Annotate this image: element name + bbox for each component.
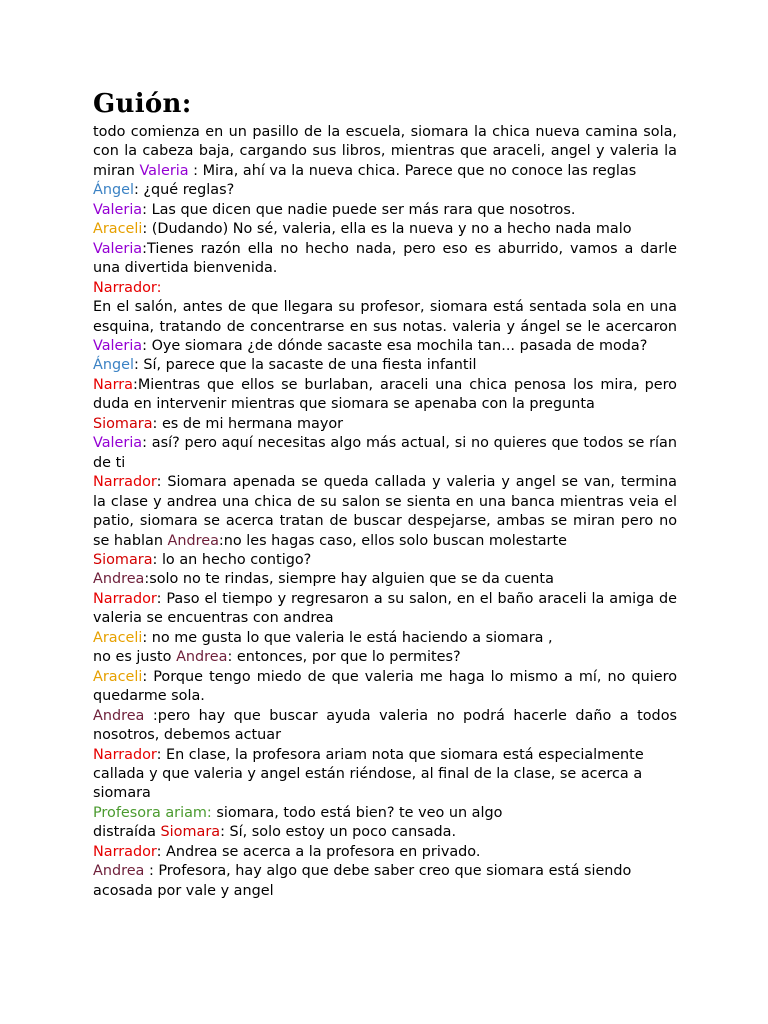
dialogue-line <box>93 570 677 589</box>
narration-text: todo comienza en un pasillo de la escuela, siomara la chica nueva camina sola, con la cabeza baja, cargando sus libros, mientras que araceli, angel y valeria la miran <box>93 124 677 179</box>
speaker-valeria: Valeria <box>93 337 143 354</box>
dialogue-line <box>93 668 677 707</box>
dialogue-line <box>93 356 677 375</box>
speaker-narra: Narra <box>93 376 133 393</box>
dialogue-line <box>93 376 677 415</box>
speaker-valeria: Valeria <box>93 435 143 452</box>
dialogue-text: : Porque tengo miedo de que valeria me haga lo mismo a mí, no quiero quedarme sola. <box>93 668 677 705</box>
dialogue-line <box>93 415 677 434</box>
dialogue-text: siomara, todo está bien? te veo un algo <box>211 804 503 821</box>
dialogue-text: : Profesora, hay algo que debe saber creo que siomara está siendo acosada por vale y angel <box>93 863 632 899</box>
dialogue-text: no es justo <box>93 649 177 666</box>
dialogue-text: : es de mi hermana mayor <box>152 415 344 432</box>
paragraph-intro <box>93 123 677 181</box>
dialogue-text: :pero hay que buscar ayuda valeria no podrá hacerle daño a todos nosotros, debemos actuar <box>93 707 677 744</box>
dialogue-line <box>93 551 677 570</box>
speaker-siomara: Siomara <box>93 551 153 568</box>
speaker-araceli: Araceli <box>93 221 143 238</box>
script-body <box>93 123 677 901</box>
page-title: Guión: <box>93 89 192 119</box>
dialogue-text: : Sí, parece que la sacaste de una fiesta infantil <box>133 357 477 374</box>
dialogue-text: :solo no te rindas, siempre hay alguien que se da cuenta <box>144 571 554 588</box>
dialogue-line <box>93 843 677 862</box>
dialogue-line <box>93 240 677 279</box>
speaker-narrador: Narrador <box>93 843 157 860</box>
speaker-andrea: Andrea <box>93 863 145 880</box>
speaker-valeria: Valeria <box>139 162 189 179</box>
dialogue-line <box>93 181 677 200</box>
dialogue-text: : (Dudando) No sé, valeria, ella es la nueva y no a hecho nada malo <box>142 221 632 238</box>
dialogue-text: : así? pero aquí necesitas algo más actual, si no quieres que todos se rían de ti <box>93 435 677 471</box>
speaker-angel: Ángel <box>93 182 134 199</box>
dialogue-line <box>93 629 677 668</box>
speaker-angel: Ángel <box>93 357 134 374</box>
narration-text: En el salón, antes de que llegara su profesor, siomara está sentada sola en una esquina, tratando de concentrarse en sus notas. valeria y ángel se le acercaron <box>93 299 677 335</box>
speaker-narrador: Narrador: <box>93 279 162 296</box>
dialogue-text: : entonces, por que lo permites? <box>227 649 461 666</box>
dialogue-line <box>93 473 677 551</box>
dialogue-line <box>93 590 677 629</box>
dialogue-text: : Oye siomara ¿de dónde sacaste esa mochila tan... pasada de moda? <box>142 337 648 354</box>
dialogue-text: :no les hagas caso, ellos solo buscan molestarte <box>218 532 567 549</box>
dialogue-text: distraída <box>93 824 161 841</box>
dialogue-text: :Mientras que ellos se burlaban, araceli una chica penosa los mira, pero duda en intervenir mientras que siomara se apenaba con la pregunta <box>93 376 677 413</box>
dialogue-line <box>93 746 677 804</box>
speaker-andrea: Andrea <box>176 649 228 666</box>
dialogue-text: : ¿qué reglas? <box>133 182 235 199</box>
dialogue-text: : Mira, ahí va la nueva chica. Parece que no conoce las reglas <box>188 162 637 179</box>
speaker-andrea: Andrea <box>93 571 145 588</box>
speaker-narrador: Narrador <box>93 590 157 607</box>
dialogue-line <box>93 220 677 239</box>
dialogue-text: : Siomara apenada se queda callada y valeria y angel se van, termina la clase y andrea una chica de su salon se sienta en una banca mientras veia el patio, siomara se acerca tratan de buscar despejarse, ambas se miran pero no se hablan <box>93 474 677 549</box>
dialogue-text: : Sí, solo estoy un poco cansada. <box>220 824 457 841</box>
dialogue-text: : lo an hecho contigo? <box>152 551 312 568</box>
speaker-valeria: Valeria <box>93 240 143 257</box>
dialogue-line <box>93 279 677 298</box>
dialogue-line <box>93 434 677 473</box>
speaker-siomara: Siomara <box>160 824 221 841</box>
speaker-valeria: Valeria <box>93 201 143 218</box>
speaker-araceli: Araceli <box>93 629 143 646</box>
dialogue-text: : Paso el tiempo y regresaron a su salon, en el baño araceli la amiga de valeria se encuentras con andrea <box>93 590 677 627</box>
dialogue-text: : En clase, la profesora ariam nota que siomara está especialmente callada y que valeria y angel están riéndose, al final de la clase, se acerca a siomara <box>93 746 644 802</box>
dialogue-line <box>93 804 677 843</box>
dialogue-text: : Andrea se acerca a la profesora en privado. <box>156 843 481 860</box>
dialogue-text: : no me gusta lo que valeria le está haciendo a siomara , <box>142 629 553 646</box>
speaker-araceli: Araceli <box>93 668 143 685</box>
speaker-andrea: Andrea <box>167 532 219 549</box>
dialogue-text: :Tienes razón ella no hecho nada, pero eso es aburrido, vamos a darle una divertida bienvenida. <box>93 240 677 277</box>
dialogue-line <box>93 201 677 220</box>
speaker-profesora-ariam: Profesora ariam: <box>93 804 212 821</box>
speaker-siomara: Siomara <box>93 415 153 432</box>
dialogue-line <box>93 862 677 901</box>
paragraph-classroom <box>93 298 677 356</box>
speaker-narrador: Narrador <box>93 474 157 491</box>
speaker-narrador: Narrador <box>93 746 157 763</box>
dialogue-line <box>93 707 677 746</box>
speaker-andrea: Andrea <box>93 707 145 724</box>
dialogue-text: : Las que dicen que nadie puede ser más rara que nosotros. <box>142 201 576 218</box>
